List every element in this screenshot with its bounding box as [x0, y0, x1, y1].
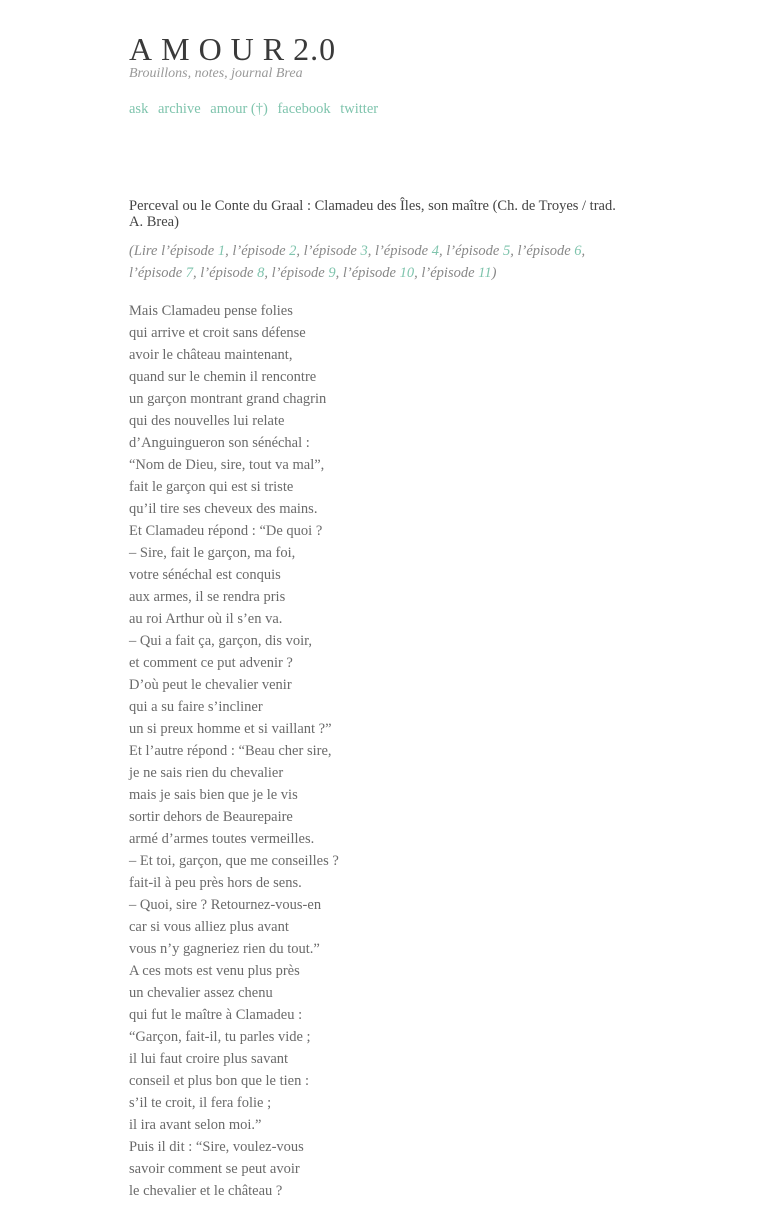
poem-line: – Quoi, sire ? Retournez-vous-en: [129, 897, 322, 913]
poem-line: fait le garçon qui est si triste: [129, 479, 294, 495]
nav-facebook-link[interactable]: facebook: [277, 101, 331, 117]
episode-link-6[interactable]: 6: [574, 243, 582, 259]
episode-link-5[interactable]: 5: [503, 243, 511, 259]
poem-line: mais je sais bien que je le vis: [129, 787, 298, 803]
poem-line: – Sire, fait le garçon, ma foi,: [129, 545, 296, 561]
site-title-version: 2.0: [293, 31, 337, 67]
nav-twitter-link[interactable]: twitter: [340, 101, 379, 117]
site-title[interactable]: [129, 30, 336, 68]
poem-line: un si preux homme et si vaillant ?”: [129, 721, 332, 737]
poem-line: quand sur le chemin il rencontre: [129, 369, 317, 385]
episode-link-10[interactable]: 10: [399, 264, 415, 281]
poem-line: car si vous alliez plus avant: [129, 919, 289, 935]
poem-line: aux armes, il se rendra pris: [129, 589, 286, 605]
episode-link-2[interactable]: 2: [289, 243, 297, 259]
poem-line: il ira avant selon moi.”: [129, 1117, 262, 1133]
site-subtitle: Brouillons, notes, journal Brea: [129, 66, 303, 81]
poem-line: votre sénéchal est conquis: [129, 567, 281, 583]
poem-line: il lui faut croire plus savant: [129, 1051, 289, 1067]
poem-line: armé d’armes toutes vermeilles.: [129, 831, 315, 847]
poem-line: et comment ce put advenir ?: [129, 655, 293, 671]
poem-line: qu’il tire ses cheveux des mains.: [129, 501, 318, 517]
episode-link-7[interactable]: 7: [185, 264, 194, 281]
poem-body: [129, 300, 629, 1202]
poem-line: Et l’autre répond : “Beau cher sire,: [129, 743, 332, 759]
poem-line: s’il te croit, il fera folie ;: [129, 1095, 272, 1111]
nav-archive-link[interactable]: archive: [157, 101, 201, 117]
episode-links: (Lire l’épisode 1, l’épisode 2, l’épisode 3, l’épisode 4, l’épisode 5, l’épisode 6, l’épisode 7, l’épisode 8, l’épisode 9, l’épisode 10, l’épisode 11): [129, 243, 586, 281]
poem-line: qui a su faire s’incliner: [129, 699, 263, 715]
poem-line: je ne sais rien du chevalier: [129, 765, 284, 781]
poem-line: un garçon montrant grand chagrin: [129, 391, 327, 407]
site-title-main: AMOUR: [129, 31, 294, 67]
poem-line: d’Anguingueron son sénéchal :: [129, 435, 310, 451]
poem-line: avoir le château maintenant,: [129, 347, 293, 363]
poem-line: Mais Clamadeu pense folies: [129, 303, 293, 319]
poem-line: Et Clamadeu répond : “De quoi ?: [129, 523, 323, 539]
poem-line: un chevalier assez chenu: [129, 985, 273, 1001]
poem-line: Puis il dit : “Sire, voulez-vous: [129, 1139, 304, 1155]
episode-link-4[interactable]: 4: [431, 243, 439, 259]
poem-line: “Nom de Dieu, sire, tout va mal”,: [129, 457, 325, 473]
poem-line: – Et toi, garçon, que me conseilles ?: [129, 853, 339, 869]
poem-line: le chevalier et le château ?: [129, 1183, 283, 1199]
post-title: Perceval ou le Conte du Graal : Clamadeu des Îles, son maître (Ch. de Troyes / trad. A. Brea): [129, 198, 616, 230]
main-nav: [129, 101, 384, 118]
poem-line: “Garçon, fait-il, tu parles vide ;: [129, 1029, 311, 1045]
poem-line: qui arrive et croit sans défense: [129, 325, 306, 341]
poem-line: qui fut le maître à Clamadeu :: [129, 1007, 303, 1023]
poem-line: vous n’y gagneriez rien du tout.”: [129, 941, 320, 957]
episode-link-3[interactable]: 3: [360, 243, 368, 259]
poem-line: D’où peut le chevalier venir: [129, 677, 292, 693]
poem-line: sortir dehors de Beaurepaire: [129, 809, 293, 825]
nav-amour-link[interactable]: amour (†): [210, 101, 268, 117]
poem-line: conseil et plus bon que le tien :: [129, 1073, 310, 1089]
poem-line: A ces mots est venu plus près: [129, 963, 300, 979]
poem-line: – Qui a fait ça, garçon, dis voir,: [129, 633, 313, 649]
nav-ask-link[interactable]: ask: [129, 101, 149, 117]
episode-link-9[interactable]: 9: [328, 264, 336, 281]
poem-line: qui des nouvelles lui relate: [129, 413, 285, 429]
poem-line: savoir comment se peut avoir: [129, 1161, 300, 1177]
episode-link-11[interactable]: 11: [478, 264, 492, 281]
poem-line: au roi Arthur où il s’en va.: [129, 611, 283, 627]
poem-line: fait-il à peu près hors de sens.: [129, 875, 302, 891]
episode-link-8[interactable]: 8: [257, 264, 265, 281]
episode-link-1[interactable]: 1: [217, 243, 226, 259]
